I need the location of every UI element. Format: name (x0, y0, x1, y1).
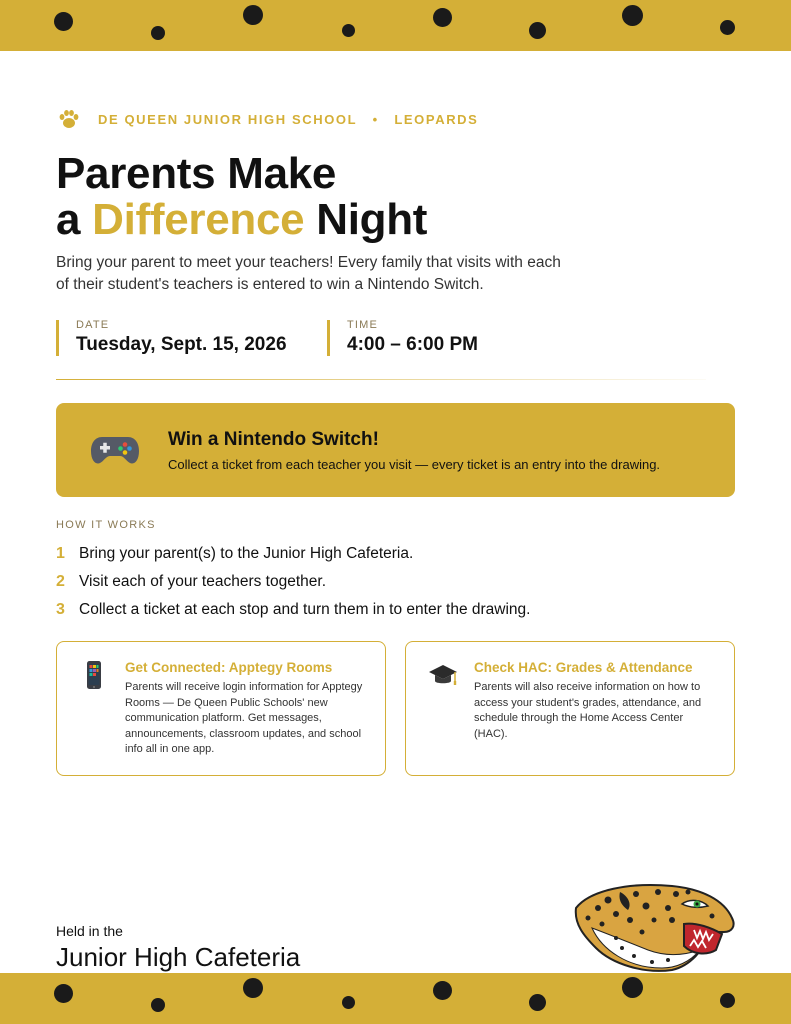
page-title (56, 151, 427, 243)
school-header (58, 108, 478, 130)
list-item (56, 601, 530, 629)
location-prefix: Held in the (56, 923, 123, 939)
leopard-spot (622, 5, 643, 26)
hac-card (405, 641, 735, 776)
date-value: Tuesday, Sept. 15, 2026 (76, 334, 287, 355)
time-block (327, 320, 478, 356)
card-body: Parents will receive login information for Apptegy Rooms — De Queen Public Schools' new communication platform. Get messages, announcements, classroom updates, and school info all in one app. (125, 681, 363, 756)
team-name: LEOPARDS (394, 111, 479, 127)
step-number: 3 (56, 601, 65, 618)
title-accent-word: Difference (92, 195, 305, 244)
leopard-spot (243, 5, 263, 25)
divider (56, 379, 706, 380)
paw-print-icon (58, 108, 80, 130)
step-number: 2 (56, 573, 65, 590)
time-label: TIME (347, 319, 379, 331)
leopard-spot (243, 978, 263, 998)
location-place: Junior High Cafeteria (56, 942, 301, 972)
prize-description: Collect a ticket from each teacher you visit — every ticket is an entry into the drawing. (168, 457, 661, 472)
title-line-2-pre: a (56, 195, 93, 244)
step-text: Visit each of your teachers together. (79, 573, 327, 590)
leopard-spot (433, 981, 452, 1000)
header-separator: • (372, 111, 379, 127)
list-item (56, 573, 530, 601)
leopard-spot (54, 984, 73, 1003)
leopard-spot (151, 998, 165, 1012)
card-body: Parents will also receive information on how to access your student's grades, attendance, and schedule through the Home Access Center (HAC). (474, 681, 702, 740)
bottom-spotted-band (0, 973, 791, 1024)
how-it-works-label: HOW IT WORKS (56, 519, 156, 531)
date-block (56, 320, 287, 356)
mobile-phone-icon (79, 660, 109, 690)
game-controller-icon (90, 429, 140, 469)
title-line-1: Parents Make (56, 149, 337, 198)
leopard-spot (720, 993, 735, 1008)
leopard-spot (720, 20, 735, 35)
step-text: Bring your parent(s) to the Junior High Cafeteria. (79, 545, 414, 562)
leopard-spot (529, 22, 546, 39)
date-label: DATE (76, 319, 110, 331)
step-text: Collect a ticket at each stop and turn them in to enter the drawing. (79, 601, 531, 618)
card-title: Check HAC: Grades & Attendance (474, 660, 693, 675)
title-line-2-post: Night (304, 195, 428, 244)
intro-text: Bring your parent to meet your teachers! Every family that visits with each of their student's teachers is entered to win a Nintendo Switch. (56, 254, 561, 293)
school-name: DE QUEEN JUNIOR HIGH SCHOOL (98, 111, 357, 127)
leopard-spot (151, 26, 165, 40)
leopard-spot (342, 996, 355, 1009)
prize-banner (56, 403, 735, 497)
leopard-spot (433, 8, 452, 27)
leopard-spot (622, 977, 643, 998)
leopard-spot (54, 12, 73, 31)
steps-list (56, 545, 530, 629)
list-item (56, 545, 530, 573)
leopard-spot (529, 994, 546, 1011)
graduation-cap-icon (428, 660, 458, 690)
leopard-mascot-logo (572, 880, 738, 974)
card-title: Get Connected: Apptegy Rooms (125, 660, 333, 675)
leopard-spot (342, 24, 355, 37)
prize-title: Win a Nintendo Switch! (168, 429, 379, 450)
apptegy-card (56, 641, 386, 776)
top-spotted-band (0, 0, 791, 51)
step-number: 1 (56, 545, 65, 562)
time-value: 4:00 – 6:00 PM (347, 334, 478, 355)
